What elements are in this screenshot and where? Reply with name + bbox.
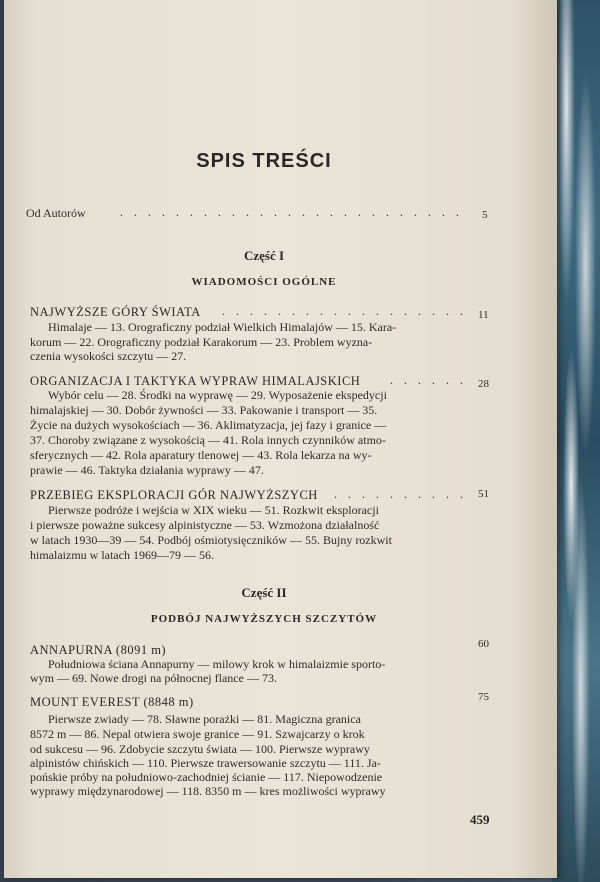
book-page <box>4 0 557 878</box>
cover-mountain-photo <box>552 0 600 882</box>
intro-label: Od Autorów <box>26 206 86 220</box>
section-line: Pierwsze podróże i wejścia w XIX wieku — 51. Rozkwit eksploracji <box>48 503 379 517</box>
section-line: 8572 m — 86. Nepal otwiera swoje granice — 91. Szwajcarzy o krok <box>30 727 365 741</box>
section-page: 60 <box>478 638 489 650</box>
section-heading: MOUNT EVEREST (8848 m) <box>30 695 194 709</box>
page-title: SPIS TREŚCI <box>196 150 332 172</box>
page-number: 459 <box>470 812 490 827</box>
intro-page: 5 <box>482 209 488 221</box>
section-line: Życie na dużych wysokościach — 36. Aklimatyzacja, jej fazy i granice — <box>30 418 387 432</box>
section-line: prawie — 46. Taktyka działania wyprawy — 47. <box>30 463 264 477</box>
section-line: sferycznych — 42. Rola aparatury tlenowej — 43. Rola lekarza na wy- <box>30 448 372 462</box>
section-line: Himalaje — 13. Orograficzny podział Wielkich Himalajów — 15. Kara- <box>48 320 397 334</box>
section-heading: NAJWYŻSZE GÓRY ŚWIATA <box>30 305 201 319</box>
section-line: himalajskiej — 30. Dobór żywności — 33. Pakowanie i transport — 35. <box>30 403 378 417</box>
section-leader: . . . . . . <box>390 373 467 387</box>
part2-heading: Część II <box>241 585 287 600</box>
section-page: 11 <box>478 309 489 321</box>
section-line: korum — 22. Orograficzny podział Karakorum — 23. Problem wyzna- <box>30 335 373 349</box>
section-line: himalaizmu w latach 1969—79 — 56. <box>30 548 214 562</box>
section-line: wym — 69. Nowe drogi na północnej flance — 73. <box>30 671 277 685</box>
section-page: 51 <box>478 488 489 500</box>
section-line: czenia wysokości szczytu — 27. <box>30 349 187 363</box>
section-line: wyprawy międzynarodowej — 118. 8350 m — kres możliwości wyprawy <box>30 784 386 798</box>
section-heading: ANNAPURNA (8091 m) <box>30 643 167 657</box>
intro-leader: . . . . . . . . . . . . . . . . . . . . . . . . . <box>120 205 463 219</box>
section-line: w latach 1930—39 — 54. Podbój ośmiotysięczników — 55. Bujny rozkwit <box>30 533 392 547</box>
section-page: 75 <box>478 691 489 703</box>
section-page: 28 <box>478 378 489 390</box>
part2-subtitle: PODBÓJ NAJWYŻSZYCH SZCZYTÓW <box>150 613 378 625</box>
section-line: 37. Choroby związane z wysokością — 41. Rola innych czynników atmo- <box>30 433 386 447</box>
section-heading: ORGANIZACJA I TAKTYKA WYPRAW HIMALAJSKICH <box>30 374 361 388</box>
section-leader: . . . . . . . . . . . . . . . . . . <box>222 304 467 318</box>
section-line: od sukcesu — 96. Zdobycie szczytu świata — 100. Pierwsze wyprawy <box>30 742 370 756</box>
part1-heading: Część I <box>243 248 285 263</box>
section-line: Południowa ściana Annapurny — milowy krok w himalaizmie sporto- <box>48 657 386 671</box>
section-leader: . . . . . . . . . . <box>334 487 467 501</box>
section-line: Wybór celu — 28. Środki na wyprawę — 29. Wyposażenie ekspedycji <box>48 388 387 402</box>
section-line: i pierwsze poważne sukcesy alpinistyczne — 53. Wzmożona działalność <box>30 518 380 532</box>
section-line: alpinistów chińskich — 110. Pierwsze trawersowanie szczytu — 111. Ja- <box>30 756 381 770</box>
section-line: pońskie próby na południowo-zachodniej ścianie — 117. Niepowodzenie <box>30 770 383 784</box>
section-line: Pierwsze zwiady — 78. Sławne porażki — 81. Magiczna granica <box>48 712 361 726</box>
part1-subtitle: WIADOMOŚCI OGÓLNE <box>191 276 337 288</box>
section-heading: PRZEBIEG EKSPLORACJI GÓR NAJWYŻSZYCH <box>30 488 318 502</box>
